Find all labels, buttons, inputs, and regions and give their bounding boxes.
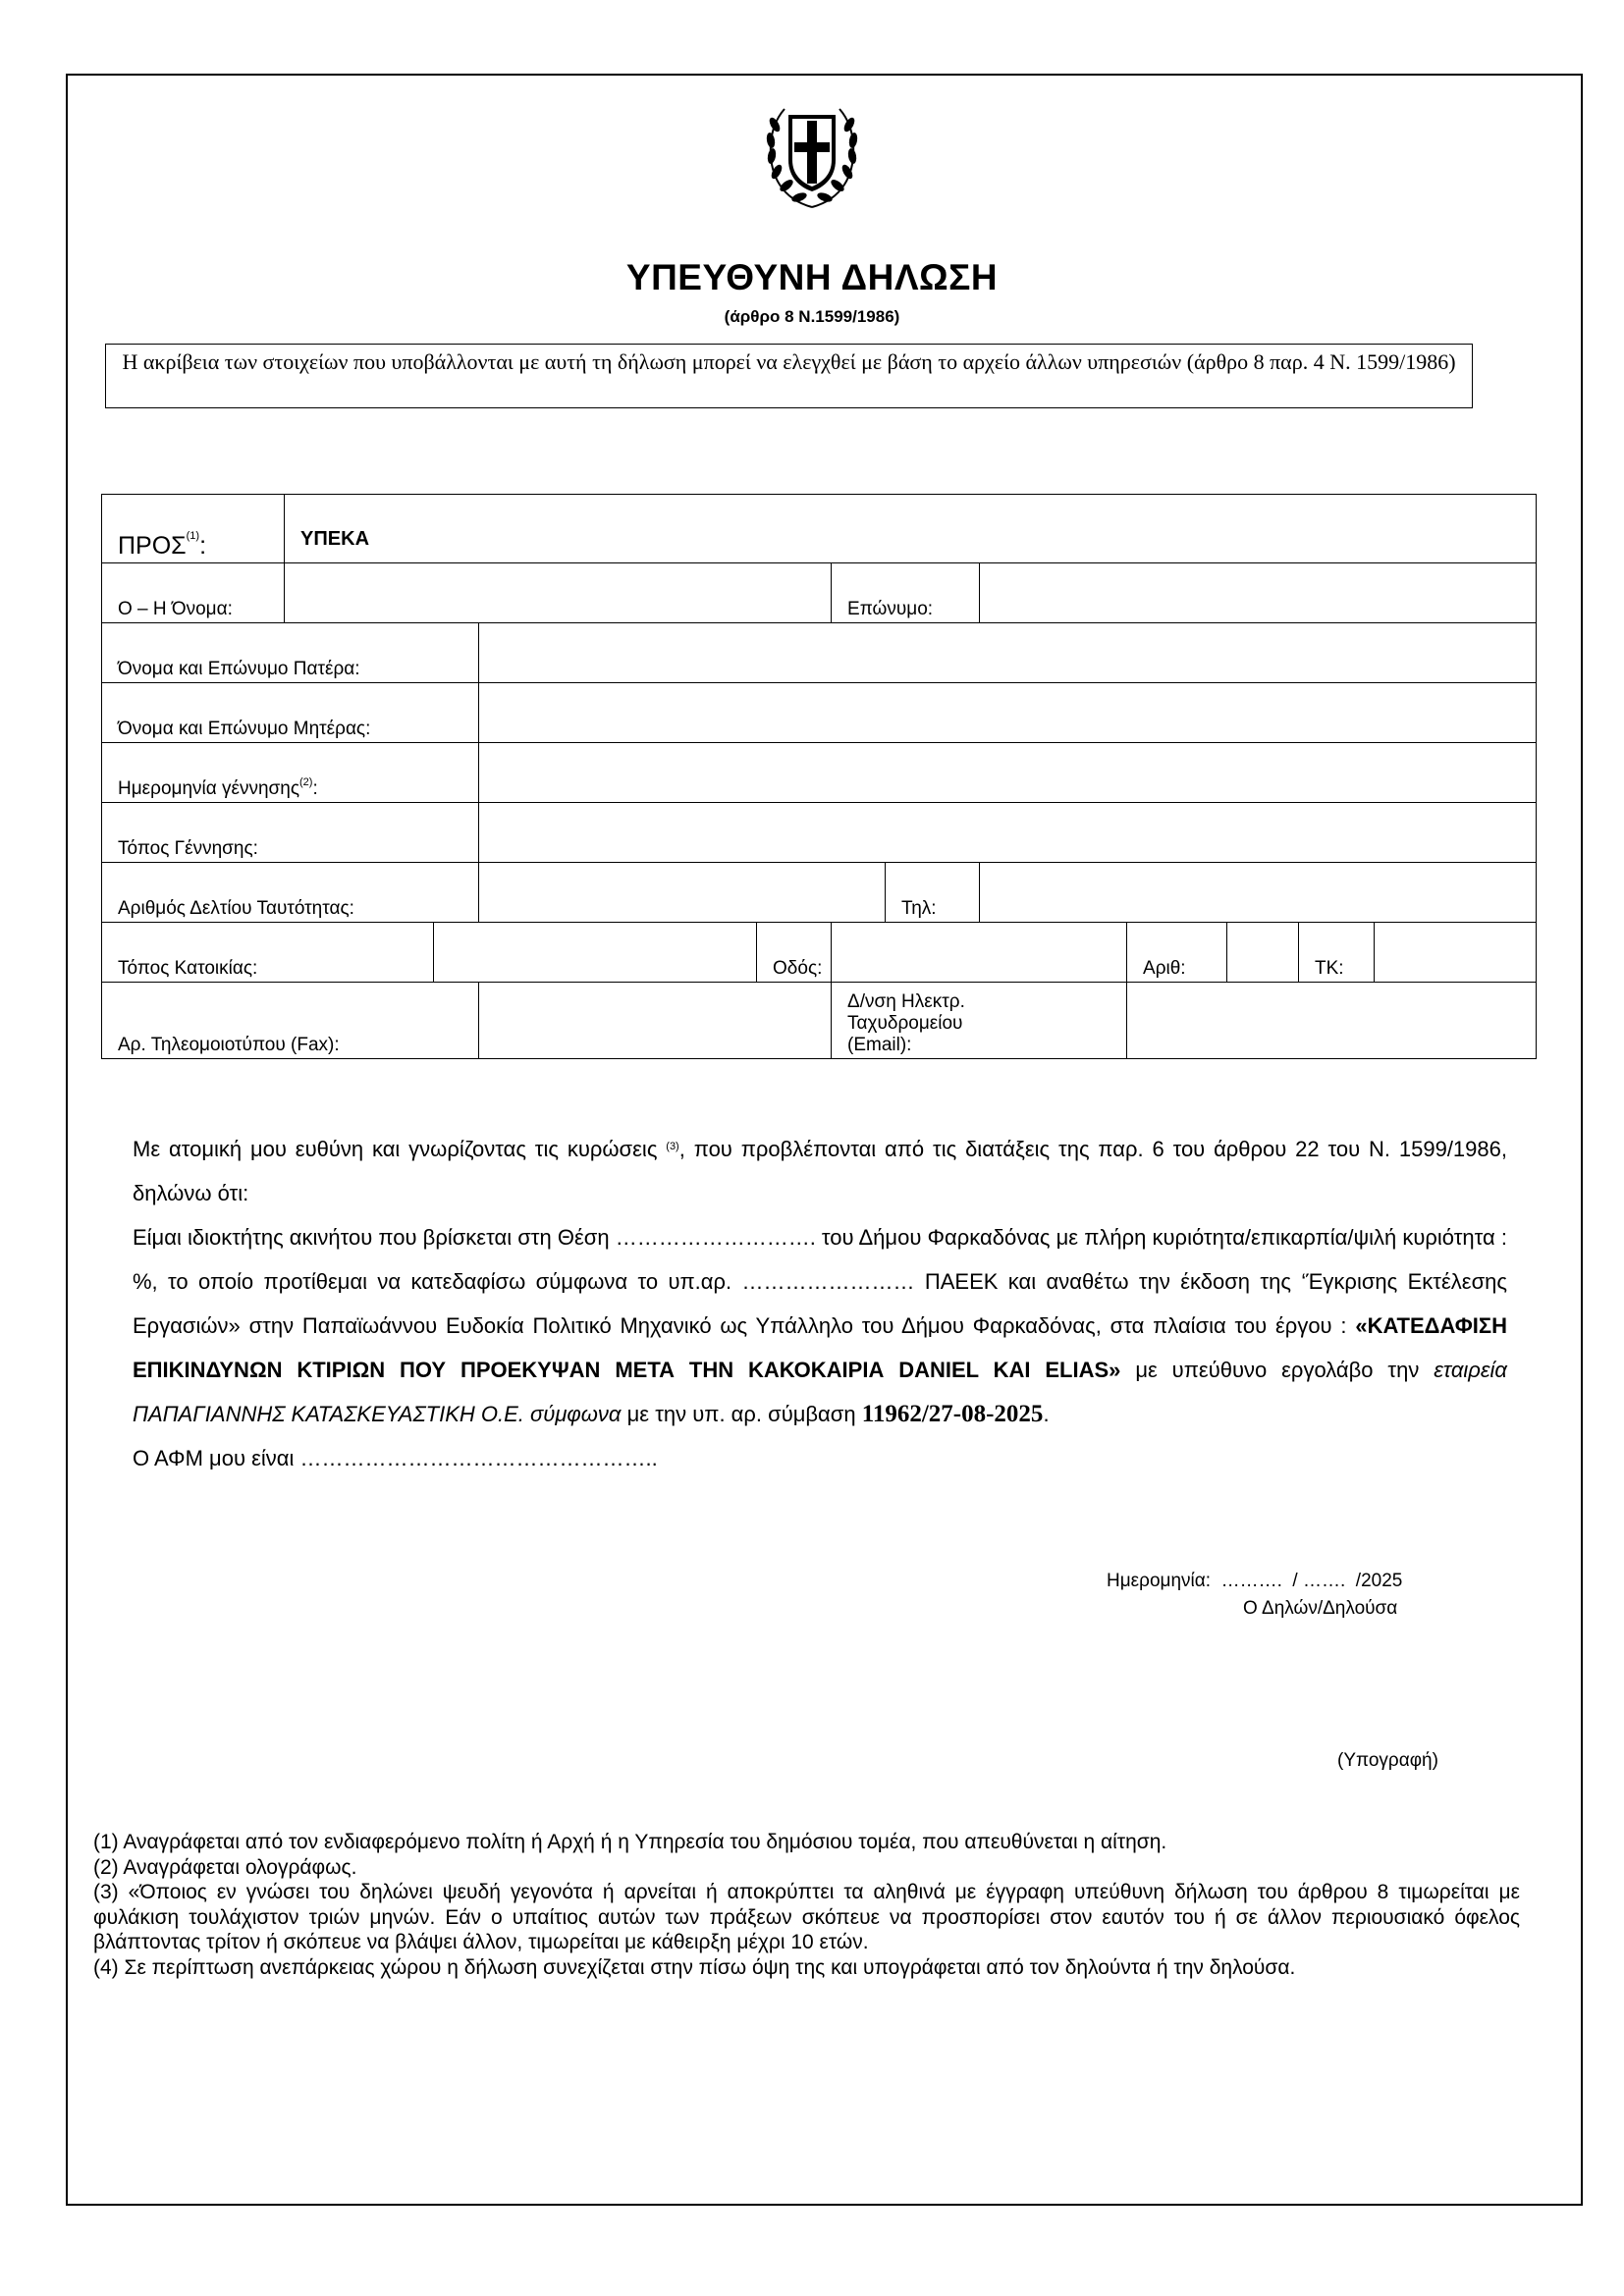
number-label: Αριθ: [1127, 923, 1227, 983]
postcode-field[interactable] [1375, 923, 1537, 983]
father-name-label: Όνομα και Επώνυμο Πατέρα: [102, 623, 479, 683]
declaration-body [133, 1127, 1507, 1480]
row-name [102, 563, 1537, 623]
footnote-3: (3) «Όποιος εν γνώσει του δηλώνει ψευδή γεγονότα ή αρνείται ή αποκρύπτει τα αληθινά με έγγραφη υπεύθυνη δήλωση του άρθρου 8 τιμωρείται με φυλάκιση τουλάχιστον τριών μηνών. Εάν ο υπαίτιος αυτών των πράξεων σκόπευε να προσπορίσει στον εαυτόν του ή σε άλλον περιουσιακό όφελος βλάπτοντας τρίτον ή σκόπευε να βλάψει άλλον, τιμωρείται με κάθειρξη μέχρι 10 ετών. [93, 1881, 1520, 1953]
row-mother [102, 683, 1537, 743]
declarant-label: Ο Δηλών/Δηλούσα [1243, 1598, 1398, 1619]
personal-details-table [101, 494, 1537, 1059]
surname-label: Επώνυμο: [832, 563, 980, 623]
row-id [102, 863, 1537, 923]
street-field[interactable] [832, 923, 1127, 983]
birthplace-field[interactable] [479, 803, 1537, 863]
id-card-field[interactable] [479, 863, 886, 923]
footnote-1: (1) Αναγράφεται από τον ενδιαφερόμενο πολίτη ή Αρχή ή η Υπηρεσία του δημόσιου τομέα, που απευθύνεται η αίτηση. [93, 1831, 1167, 1853]
postcode-label: ΤΚ: [1299, 923, 1375, 983]
birthdate-label: Ημερομηνία γέννησης$^{(2)}$: [102, 743, 479, 803]
mother-name-label: Όνομα και Επώνυμο Μητέρας: [102, 683, 479, 743]
hellenic-republic-emblem-icon [763, 95, 861, 213]
father-name-field[interactable] [479, 623, 1537, 683]
birthdate-field[interactable] [479, 743, 1537, 803]
phone-field[interactable] [980, 863, 1537, 923]
declaration-intro: Με ατομική μου ευθύνη και γνωρίζοντας τις κυρώσεις $^{(3)}$, που προβλέπονται από τις διατάξεις της παρ. 6 του άρθρου 22 του Ν. 1599/1986, δηλώνω ότι: [133, 1137, 1507, 1205]
row-fax-email [102, 983, 1537, 1059]
fax-field[interactable] [479, 983, 832, 1059]
document-subtitle: (άρθρο 8 Ν.1599/1986) [724, 307, 900, 326]
footnote-2: (2) Αναγράφεται ολογράφως. [93, 1855, 357, 1879]
to-value[interactable]: ΥΠΕΚΑ [285, 495, 1537, 563]
to-label: ΠΡΟΣ$^{(1)}$: [102, 495, 285, 563]
row-to [102, 495, 1537, 563]
date-line[interactable]: Ημερομηνία: ………. / ……. /2025 [1107, 1571, 1403, 1591]
row-father [102, 623, 1537, 683]
signature-label: (Υπογραφή) [1337, 1750, 1438, 1771]
street-label: Οδός: [757, 923, 832, 983]
document-title: ΥΠΕΥΘΥΝΗ ΔΗΛΩΣΗ [625, 257, 999, 297]
row-address [102, 923, 1537, 983]
first-name-field[interactable] [285, 563, 832, 623]
id-card-label: Αριθμός Δελτίου Ταυτότητας: [102, 863, 479, 923]
residence-field[interactable] [434, 923, 757, 983]
first-name-label: Ο – Η Όνομα: [102, 563, 285, 623]
row-birthplace [102, 803, 1537, 863]
accuracy-notice-box: Η ακρίβεια των στοιχείων που υποβάλλονται με αυτή τη δήλωση μπορεί να ελεγχθεί με βάση το αρχείο άλλων υπηρεσιών (άρθρο 8 παρ. 4 Ν. 1599/1986) [105, 344, 1473, 408]
surname-field[interactable] [980, 563, 1537, 623]
residence-label: Τόπος Κατοικίας: [102, 923, 434, 983]
footnote-4: (4) Σε περίπτωση ανεπάρκειας χώρου η δήλωση συνεχίζεται στην πίσω όψη της και υπογράφεται από τον δηλούντα ή την δηλούσα. [93, 1955, 1296, 1979]
number-field[interactable] [1227, 923, 1299, 983]
fax-label: Αρ. Τηλεομοιοτύπου (Fax): [102, 983, 479, 1059]
contract-number: 11962/27-08-2025 [861, 1401, 1044, 1427]
mother-name-field[interactable] [479, 683, 1537, 743]
row-birthdate [102, 743, 1537, 803]
email-label: Δ/νση Ηλεκτρ. Ταχυδρομείου (Email): [832, 983, 1127, 1059]
email-field[interactable] [1127, 983, 1537, 1059]
birthplace-label: Τόπος Γέννησης: [102, 803, 479, 863]
footnotes [93, 1830, 1520, 1980]
declaration-statement: Είμαι ιδιοκτήτης ακινήτου που βρίσκεται στη Θέση ………………………. του Δήμου Φαρκαδόνας με πλήρη κυριότητα/επικαρπία/ψιλή κυριότητα : %, το οποίο προτίθεμαι να κατεδαφίσω σύμφωνα το υπ.αρ. …………………… ΠΑΕΕΚ και αναθέτω την έκδοση της ‘Έγκρισης Εκτέλεσης Εργασιών» στην Παπαϊωάννου Ευδοκία Πολιτικό Μηχανικό ως Υπάλληλο του Δήμου Φαρκαδόνας, στα πλαίσια του έργου : «ΚΑΤΕΔΑΦΙΣΗ ΕΠΙΚΙΝΔΥΝΩΝ ΚΤΙΡΙΩΝ ΠΟΥ ΠΡΟΕΚΥΨΑΝ ΜΕΤΑ ΤΗΝ ΚΑΚΟΚΑΙΡΙΑ DANIEL ΚΑΙ ELIAS» με υπεύθυνο εργολάβο την εταιρεία ΠΑΠΑΓΙΑΝΝΗΣ ΚΑΤΑΣΚΕΥΑΣΤΙΚΗ Ο.Ε. σύμφωνα με την υπ. αρ. σύμβαση 11962/27-08-2025. [133, 1225, 1507, 1427]
phone-label: Τηλ: [886, 863, 980, 923]
tax-id-line[interactable]: Ο ΑΦΜ μου είναι ………………………………………….. [133, 1446, 658, 1470]
